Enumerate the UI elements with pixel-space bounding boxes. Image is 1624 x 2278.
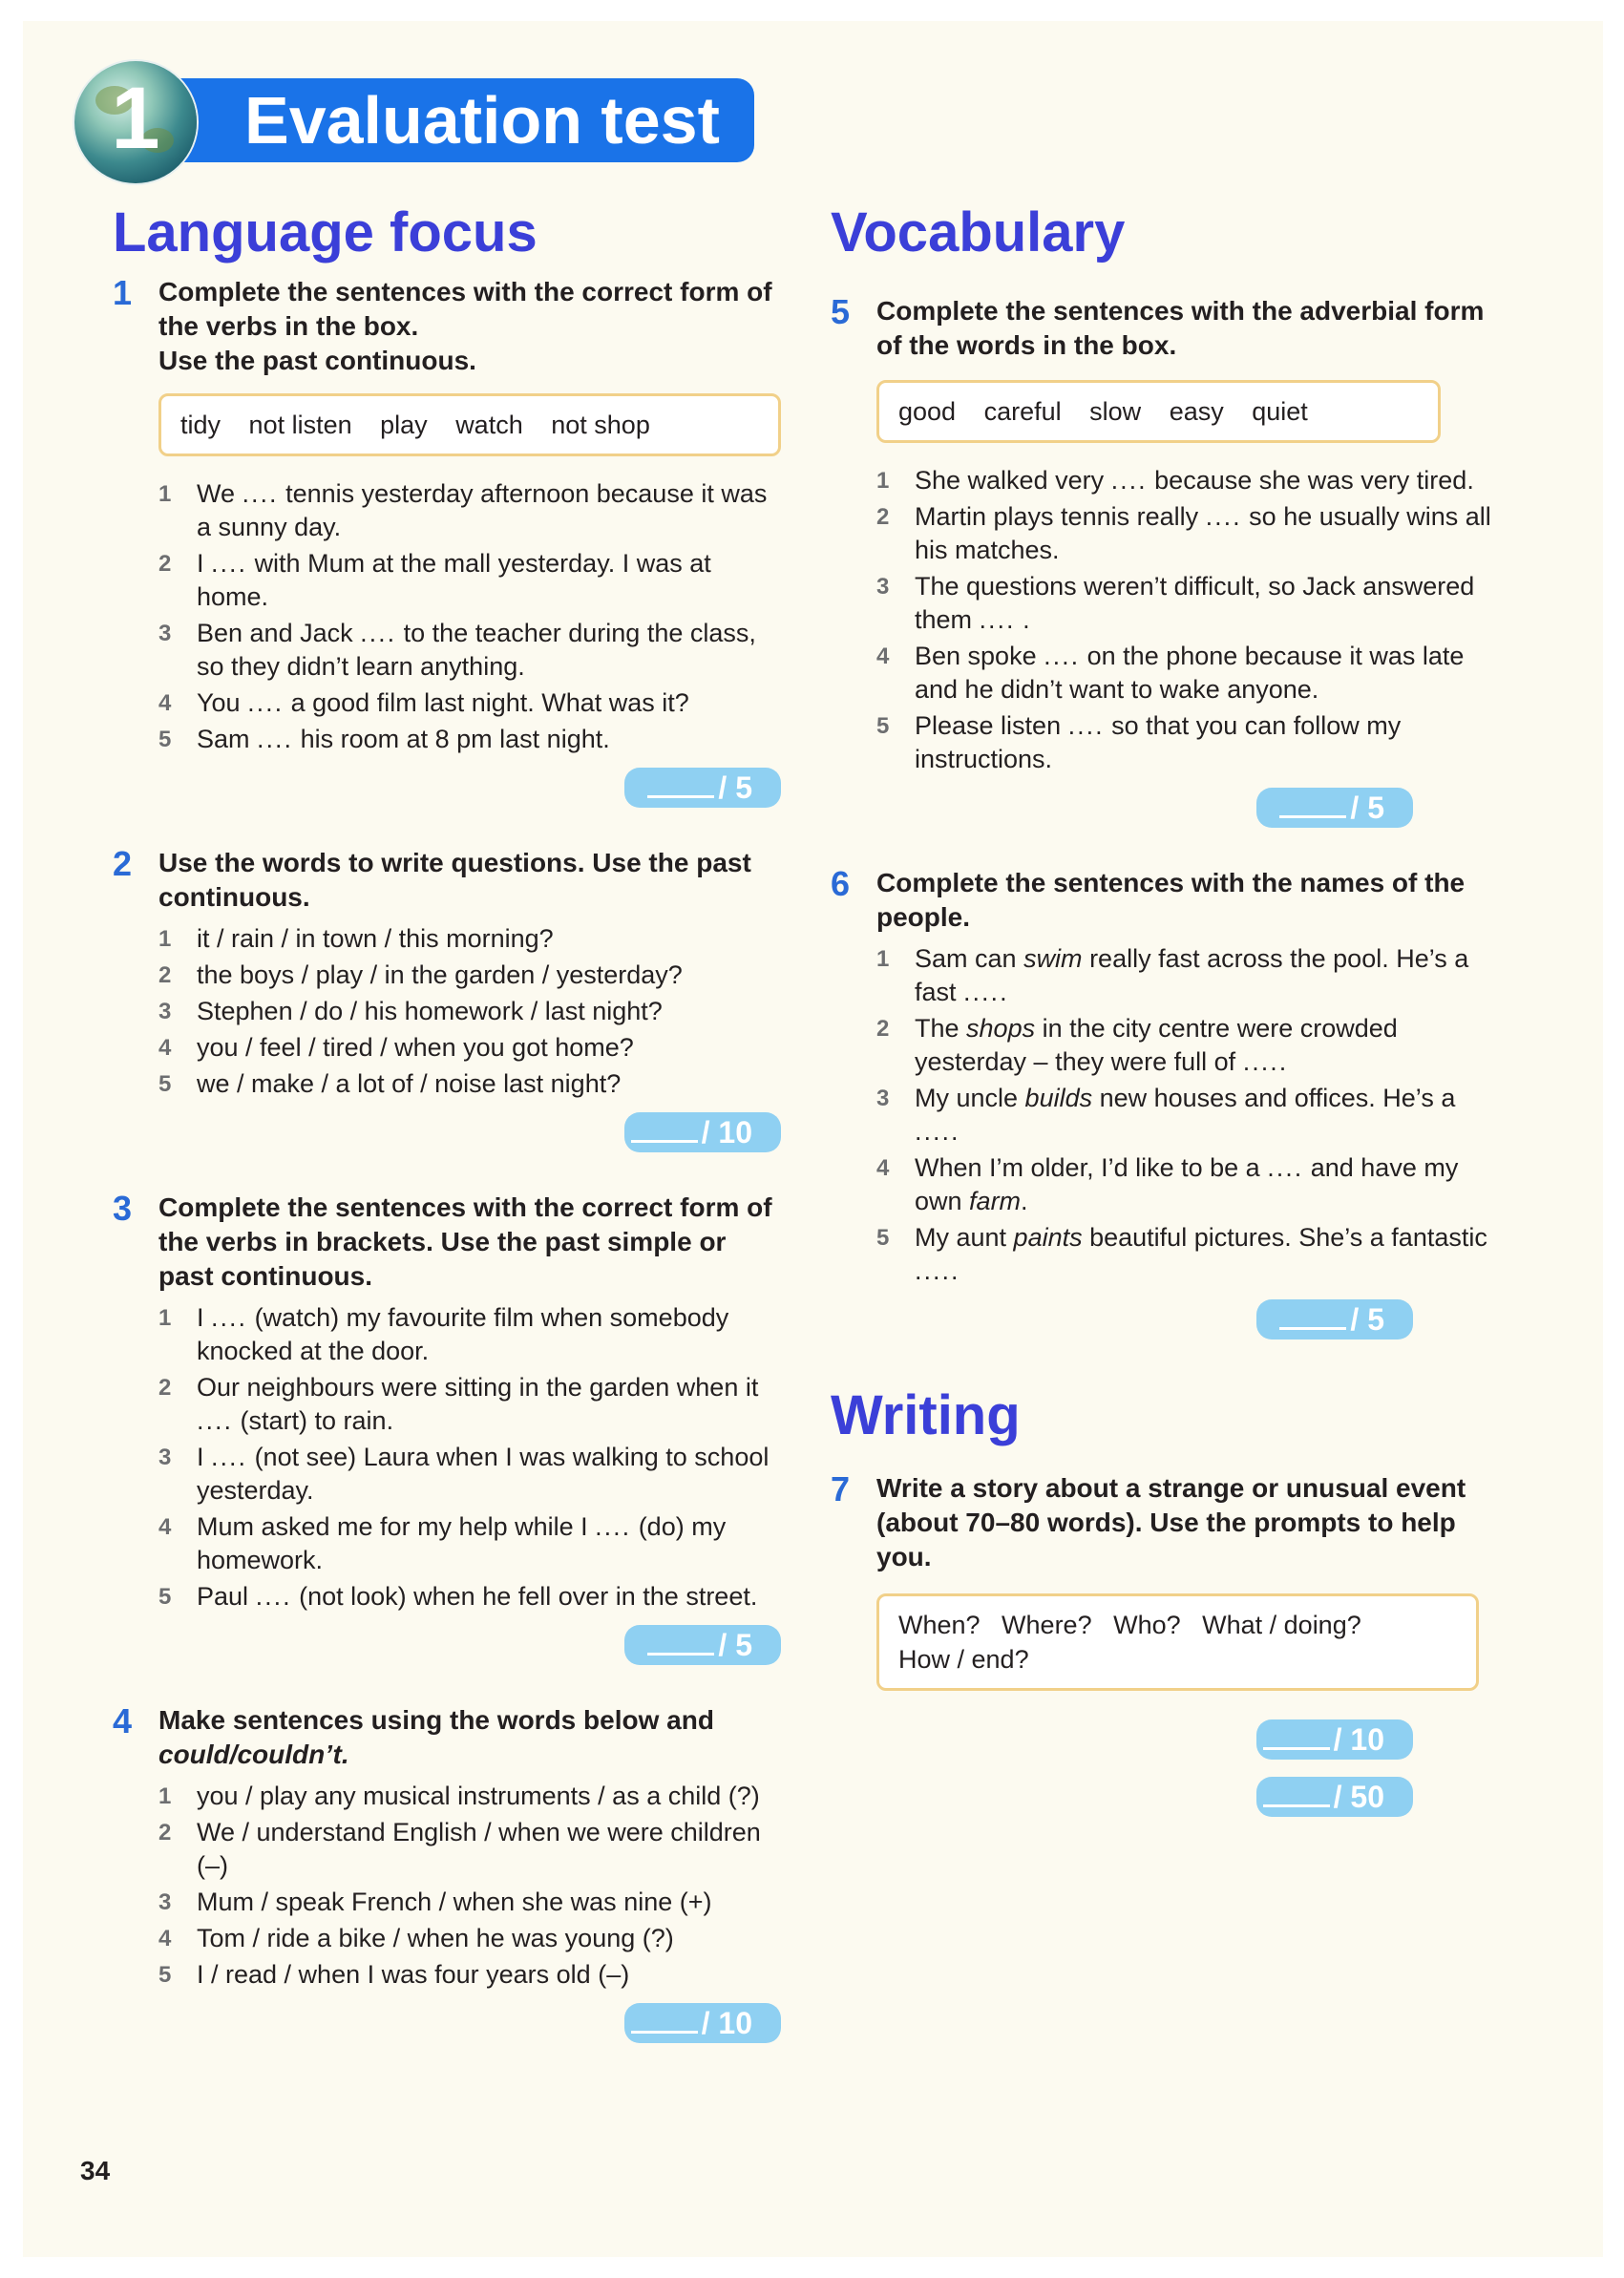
page-number: 34 <box>80 2156 111 2185</box>
exercise-number: 6 <box>831 864 851 903</box>
answer-blank[interactable]: .... <box>915 1117 952 1146</box>
exercise-instruction: Complete the sentences with the correct form of the verbs in brackets. Use the past simple or past continuous. <box>158 1192 772 1291</box>
exercise-number: 5 <box>831 292 851 331</box>
list-item: 5 My aunt paints beautiful pictures. She’s a fantastic ..... <box>876 1223 1487 1285</box>
box-word: not shop <box>551 411 650 439</box>
exercise-3 <box>113 1191 781 1665</box>
score-badge[interactable]: / 5 <box>1256 1299 1413 1339</box>
exercise-number: 4 <box>113 1701 133 1740</box>
list-item: 2 The shops in the city centre were crowded yesterday – they were full of ..... <box>876 1014 1398 1076</box>
answer-blank[interactable]: .... <box>211 549 248 578</box>
list-item: 1 We .... tennis yesterday afternoon because it was a sunny day. <box>158 479 768 541</box>
list-item: 5 I / read / when I was four years old (–) <box>158 1960 630 1989</box>
list-item: 4 Mum asked me for my help while I .... (do) my homework. <box>158 1512 727 1574</box>
exercise-number: 2 <box>113 844 133 883</box>
list-item: 4 Ben spoke .... on the phone because it was late and he didn’t want to wake anyone. <box>876 642 1465 704</box>
item-list <box>158 477 781 756</box>
list-item: 1 Sam can swim really fast across the pool. He’s a fast ..... <box>876 944 1469 1006</box>
unit-number: 1 <box>111 70 160 167</box>
exercise-instruction <box>158 275 781 378</box>
exercise-instruction: Write a story about a strange or unusual event (about 70–80 words). Use the prompts to help you. <box>876 1473 1466 1571</box>
answer-blank[interactable]: .... <box>211 1443 248 1471</box>
answer-blank[interactable]: .... <box>211 1303 248 1332</box>
answer-blank[interactable]: .... <box>1044 642 1081 670</box>
prompt-line: How / end? <box>898 1645 1029 1674</box>
box-word: slow <box>1089 397 1142 426</box>
word-box <box>876 380 1441 443</box>
answer-blank[interactable]: .... <box>915 1256 952 1285</box>
answer-blank[interactable]: .... <box>247 688 285 717</box>
answer-blank[interactable]: .... <box>255 1582 292 1611</box>
prompt-box <box>876 1593 1479 1691</box>
instruction-text: Make sentences using the words below and <box>158 1705 714 1735</box>
list-item: 2 the boys / play / in the garden / yesterday? <box>158 960 683 989</box>
answer-blank[interactable]: .... <box>595 1512 632 1541</box>
list-item: 4 Tom / ride a bike / when he was young (?) <box>158 1924 674 1952</box>
exercise-number: 7 <box>831 1469 851 1508</box>
box-word: not listen <box>248 411 352 439</box>
list-item: 3 The questions weren’t difficult, so Jack answered them .... . <box>876 572 1475 634</box>
exercise-number: 1 <box>113 273 133 312</box>
score-badge[interactable]: / 5 <box>624 768 781 808</box>
score-badge[interactable]: / 10 <box>624 2003 781 2043</box>
list-item: 1 it / rain / in town / this morning? <box>158 924 554 953</box>
list-item: 5 Sam .... his room at 8 pm last night. <box>158 725 610 753</box>
box-word: easy <box>1169 397 1224 426</box>
list-item: 2 Our neighbours were sitting in the garden when it .... (start) to rain. <box>158 1373 759 1435</box>
section-title-vocabulary: Vocabulary <box>831 201 1126 264</box>
score-badge[interactable]: / 10 <box>1256 1719 1413 1760</box>
item-list <box>158 1780 781 1992</box>
exercise-number: 3 <box>113 1189 133 1228</box>
list-item: 3 My uncle builds new houses and offices. He’s a ..... <box>876 1084 1456 1146</box>
answer-blank[interactable]: .... <box>257 725 294 753</box>
list-item: 3 Ben and Jack .... to the teacher during the class, so they didn’t learn anything. <box>158 619 756 681</box>
exercise-1 <box>113 275 781 808</box>
item-list <box>158 922 781 1101</box>
answer-blank[interactable]: .... <box>979 605 1016 634</box>
list-item: 5 Paul .... (not look) when he fell over in the street. <box>158 1582 758 1611</box>
list-item: 2 I .... with Mum at the mall yesterday. I was at home. <box>158 549 711 611</box>
box-word: careful <box>983 397 1062 426</box>
instruction-text: Use the past continuous. <box>158 346 476 375</box>
instruction-text: Complete the sentences with the correct form of the verbs in the box. <box>158 277 772 341</box>
item-list <box>158 1301 781 1614</box>
exercise-7 <box>831 1471 1499 1817</box>
globe-unit-icon <box>74 61 197 183</box>
list-item: 2 We / understand English / when we were children (–) <box>158 1818 761 1880</box>
total-score-badge[interactable]: / 50 <box>1256 1777 1413 1817</box>
exercise-2 <box>113 846 781 1152</box>
list-item: 2 Martin plays tennis really .... so he usually wins all his matches. <box>876 502 1491 564</box>
left-column <box>113 199 781 2043</box>
list-item: 4 You .... a good film last night. What was it? <box>158 688 689 717</box>
answer-blank[interactable]: .... <box>963 978 1001 1006</box>
exercise-5 <box>831 294 1499 828</box>
right-column <box>831 199 1499 1817</box>
exercise-6 <box>831 866 1499 1339</box>
exercise-instruction: Use the words to write questions. Use the past continuous. <box>158 848 751 912</box>
item-list <box>876 942 1499 1288</box>
answer-blank[interactable]: .... <box>197 1406 234 1435</box>
page-title: Evaluation test <box>244 83 720 158</box>
box-word: good <box>898 397 957 426</box>
list-item: 1 She walked very .... because she was very tired. <box>876 466 1474 495</box>
title-banner <box>162 78 754 162</box>
list-item: 5 we / make / a lot of / noise last night? <box>158 1069 622 1098</box>
section-title-language-focus: Language focus <box>113 201 538 264</box>
instruction-italic: could/couldn’t. <box>158 1740 349 1769</box>
box-word: tidy <box>180 411 221 439</box>
answer-blank[interactable]: .... <box>1110 466 1148 495</box>
answer-blank[interactable]: .... <box>1267 1153 1304 1182</box>
answer-blank[interactable]: .... <box>1067 711 1105 740</box>
section-title-writing: Writing <box>831 1384 1021 1446</box>
list-item: 5 Please listen .... so that you can follow my instructions. <box>876 711 1402 773</box>
item-list <box>876 464 1499 776</box>
box-word: play <box>380 411 428 439</box>
word-box <box>158 393 781 456</box>
box-word: quiet <box>1252 397 1308 426</box>
answer-blank[interactable]: .... <box>1205 502 1242 531</box>
score-badge[interactable]: / 5 <box>624 1625 781 1665</box>
prompt-line: When? Where? Who? What / doing? <box>898 1611 1361 1639</box>
exercise-instruction: Complete the sentences with the adverbial form of the words in the box. <box>876 296 1485 360</box>
list-item: 3 Stephen / do / his homework / last night? <box>158 997 663 1025</box>
list-item: 4 When I’m older, I’d like to be a .... and have my own farm. <box>876 1153 1459 1215</box>
answer-blank[interactable]: .... <box>242 479 279 508</box>
box-word: watch <box>455 411 523 439</box>
list-item: 1 I .... (watch) my favourite film when somebody knocked at the door. <box>158 1303 729 1365</box>
list-item: 3 Mum / speak French / when she was nine (+) <box>158 1888 712 1916</box>
exercise-4 <box>113 1703 781 2043</box>
exercise-instruction: Complete the sentences with the names of the people. <box>876 868 1466 932</box>
score-badge[interactable]: / 10 <box>624 1112 781 1152</box>
exercise-instruction <box>158 1703 781 1772</box>
list-item: 4 you / feel / tired / when you got home? <box>158 1033 634 1062</box>
answer-blank[interactable]: .... <box>360 619 397 647</box>
list-item: 1 you / play any musical instruments / as a child (?) <box>158 1782 760 1810</box>
answer-blank[interactable]: .... <box>1242 1047 1279 1076</box>
score-badge[interactable]: / 5 <box>1256 788 1413 828</box>
list-item: 3 I .... (not see) Laura when I was walking to school yesterday. <box>158 1443 770 1505</box>
